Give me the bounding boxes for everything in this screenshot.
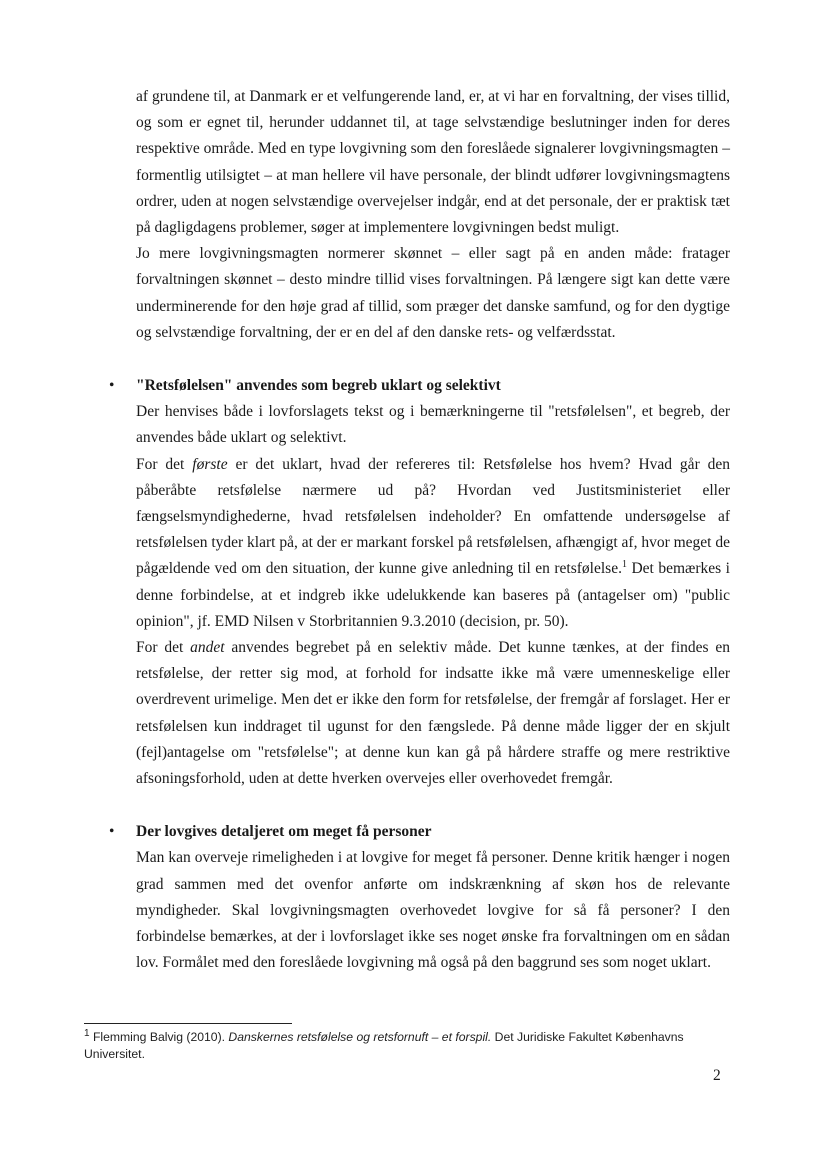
bullet-faa-personer	[109, 819, 730, 976]
footnote-title: Danskernes retsfølelse og retsfornuft – et forspil.	[228, 1030, 492, 1044]
emphasis-foerste: første	[192, 455, 228, 473]
emphasis-andet: andet	[190, 639, 225, 657]
bullet-retsfoelelse	[109, 373, 730, 792]
body-text	[109, 84, 730, 977]
paragraph-tillid: Jo mere lovgivningsmagten normerer skønnet – eller sagt på en anden måde: fratager forvaltningen skønnet – desto mindre tillid vises forvaltningen. På længere sigt kan dette være underminerende for den høje grad af tillid, som præger det danske samfund, og for den dygtige og selvstændige forvaltning, der er en del af den danske rets- og velfærdsstat.	[136, 245, 730, 341]
bullet-heading-faa-personer: Der lovgives detaljeret om meget få personer	[136, 823, 432, 841]
paragraph-retsfoelelse-intro: Der henvises både i lovforslagets tekst og i bemærkningerne til "retsfølelsen", et begreb, der anvendes både uklart og selektivt.	[136, 403, 730, 447]
bullet-heading-retsfoelelse: "Retsfølelsen" anvendes som begreb uklart og selektivt	[136, 377, 501, 395]
page-number: 2	[713, 1067, 721, 1084]
footnote-ref: 1	[621, 559, 627, 571]
footnote-number: 1	[84, 1027, 90, 1039]
paragraph-intro: af grundene til, at Danmark er et velfungerende land, er, at vi har en forvaltning, der vises tillid, og som er egnet til, herunder uddannet til, at tage selvstændige beslutninger inden for deres respektive område. Med en type lovgivning som den foreslåede signalerer lovgivningsmagten – formentlig utilsigtet – at man hellere vil have personale, der blindt udfører lovgivningsmagtens ordrer, uden at nogen selvstændige overvejelser indgår, end at det personale, der er praktisk tæt på dagligdagens problemer, søger at implementere lovgivningen bedst muligt.	[136, 88, 730, 237]
footnote: $^1$ Flemming Balvig (2010). Danskernes retsfølelse og retsfornuft – et forspil. Det Juridiske Fakultet Københavns Universitet.	[84, 1027, 684, 1061]
paragraph-faa-personer: Man kan overveje rimeligheden i at lovgive for meget få personer. Denne kritik hænger i nogen grad sammen med det ovenfor anførte om indskrænkning af skøn hos de relevante myndigheder. Skal lovgivningsmagten overhovedet lovgive for så få personer? I den forbindelse bemærkes, at der i lovforslaget ikke ses noget ønske fra forvaltningen om en sådan lov. Formålet med den foreslåede lovgivning må også på den baggrund ses som noget uklart.	[136, 849, 730, 972]
footnote-divider	[84, 1023, 292, 1024]
paragraph-retsfoelelse-second: For det andet anvendes begrebet på en selektiv måde. Det kunne tænkes, at der findes en retsfølelse, der retter sig mod, at forhold for indsatte ikke må være umenneskelige eller overdrevent urimelige. Men det er ikke den form for retsfølelse, der fremgår af forslaget. Her er retsfølelsen kun inddraget til ugunst for den fængslede. På denne måde ligger der en skjult (fejl)antagelse om "retsfølelse"; at denne kun kan gå på hårdere straffe og mere restriktive afsoningsforhold, uden at dette hverken overvejes eller overhovedet fremgår.	[136, 639, 730, 788]
bullet-marker: •	[109, 823, 115, 841]
paragraph-retsfoelelse-first: For det første er det uklart, hvad der refereres til: Retsfølelse hos hvem? Hvad går den påberåbte retsfølelse nærmere ud på? Hvordan ved Justitsministeriet eller fængselsmyndighederne, hvad retsfølelsen indeholder? En omfattende undersøgelse af retsfølelsen tyder klart på, at der er markant forskel på retsfølelsen, afhængigt af, hvor meget de pågældende ved om den situation, der kunne give anledning til en retsfølelse.$^1$ Det bemærkes i denne forbindelse, at et indgreb ikke udelukkende kan baseres på (antagelser om) "public opinion", jf. EMD Nilsen v Storbritannien 9.3.2010 (decision, pr. 50).	[136, 455, 730, 630]
bullet-marker: •	[109, 377, 115, 395]
